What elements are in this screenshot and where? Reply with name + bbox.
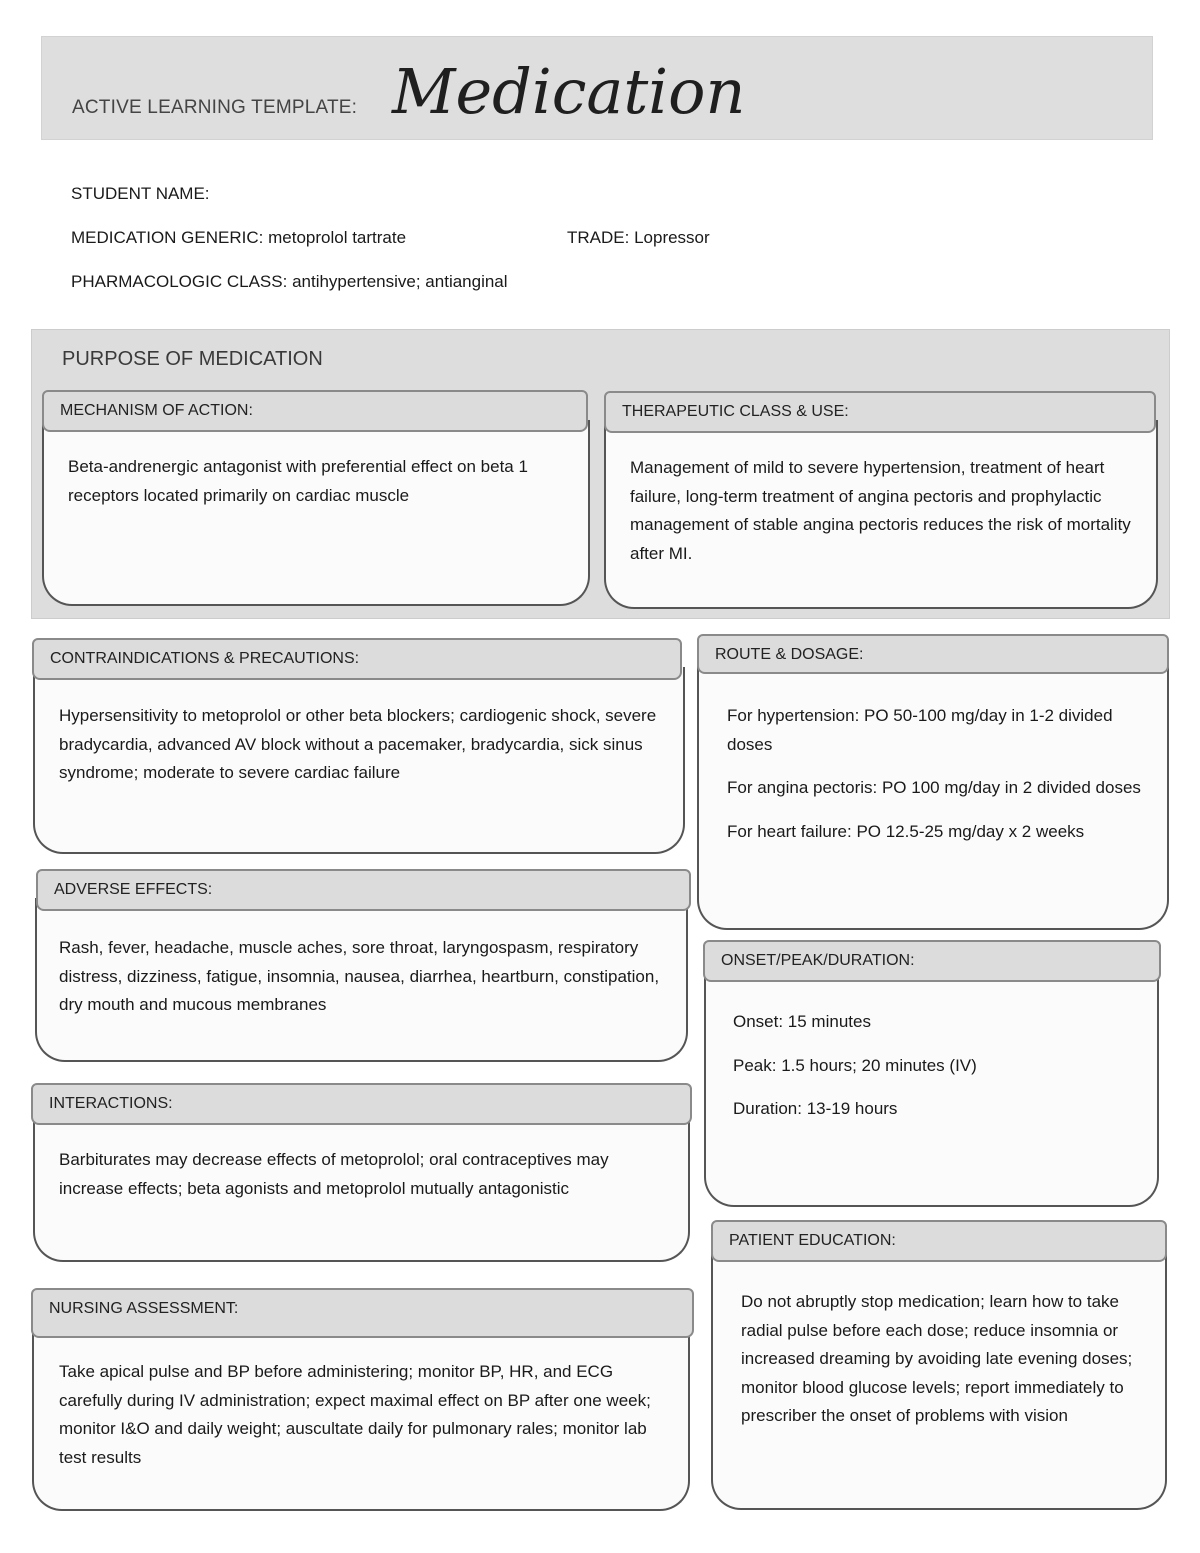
class-value: antihypertensive; antianginal [292, 272, 508, 291]
onset-item: Duration: 13-19 hours [733, 1099, 898, 1118]
dosage-item: For angina pectoris: PO 100 mg/day in 2 divided doses [727, 778, 1141, 797]
onset-item: Onset: 15 minutes [733, 1012, 871, 1031]
purpose-title: PURPOSE OF MEDICATION [62, 348, 323, 370]
adverse-effects-text: Rash, fever, headache, muscle aches, sore throat, laryngospasm, respiratory distress, dizziness, fatigue, insomnia, nausea, diarrhea, heartburn, constipation, dry mouth and mucous membranes [59, 938, 660, 1014]
onset-list [733, 1008, 1143, 1139]
patient-education-text: Do not abruptly stop medication; learn how to take radial pulse before each dose; reduce insomnia or increased dreaming by avoiding late evening doses; monitor blood glucose levels; report immediately to prescriber the onset of problems with vision [741, 1292, 1133, 1425]
nursing-assessment-text: Take apical pulse and BP before administering; monitor BP, HR, and ECG carefully during IV administration; expect maximal effect on BP after one week; monitor I&O and daily weight; auscultate daily for pulmonary rales; monitor lab test results [59, 1362, 651, 1467]
dosage-item: For heart failure: PO 12.5-25 mg/day x 2 weeks [727, 821, 1085, 841]
template-label: ACTIVE LEARNING TEMPLATE: [72, 97, 358, 118]
onset-header: ONSET/PEAK/DURATION: [703, 940, 1161, 982]
trade-name-field [567, 228, 710, 248]
mechanism-header: MECHANISM OF ACTION: [42, 390, 588, 432]
onset-item: Peak: 1.5 hours; 20 minutes (IV) [733, 1055, 977, 1075]
mechanism-card [42, 420, 590, 606]
pharmacologic-class-field [71, 272, 508, 292]
student-name-field [71, 184, 210, 204]
dosage-item: For hypertension: PO 50-100 mg/day in 1-2 divided doses [727, 706, 1113, 754]
interactions-header: INTERACTIONS: [31, 1083, 692, 1125]
interactions-text: Barbiturates may decrease effects of metoprolol; oral contraceptives may increase effects; beta agonists and metoprolol mutually antagonistic [59, 1150, 609, 1198]
generic-name-field [71, 228, 406, 248]
student-name-label: STUDENT NAME: [71, 184, 210, 203]
contraindications-header: CONTRAINDICATIONS & PRECAUTIONS: [32, 638, 682, 680]
page-title: Medication [392, 55, 746, 128]
route-dosage-list [727, 702, 1152, 861]
nursing-assessment-header: NURSING ASSESSMENT: [31, 1288, 694, 1338]
class-label: PHARMACOLOGIC CLASS: [71, 272, 288, 291]
template-header [41, 36, 1153, 140]
trade-value: Lopressor [634, 228, 710, 247]
generic-value: metoprolol tartrate [268, 228, 407, 247]
contraindications-text: Hypersensitivity to metoprolol or other beta blockers; cardiogenic shock, severe bradycardia, advanced AV block without a pacemaker, bradycardia, sick sinus syndrome; moderate to severe cardiac failure [59, 706, 657, 782]
generic-label: MEDICATION GENERIC: [71, 228, 264, 247]
mechanism-text: Beta-andrenergic antagonist with preferential effect on beta 1 receptors located primarily on cardiac muscle [68, 457, 528, 505]
therapeutic-header: THERAPEUTIC CLASS & USE: [604, 391, 1156, 433]
therapeutic-text: Management of mild to severe hypertension, treatment of heart failure, long-term treatment of angina pectoris and prophylactic management of stable angina pectoris reduces the risk of mortality after MI. [630, 458, 1131, 563]
adverse-effects-header: ADVERSE EFFECTS: [36, 869, 691, 911]
route-dosage-header: ROUTE & DOSAGE: [697, 634, 1169, 674]
patient-education-header: PATIENT EDUCATION: [711, 1220, 1167, 1262]
trade-label: TRADE: [567, 228, 630, 247]
